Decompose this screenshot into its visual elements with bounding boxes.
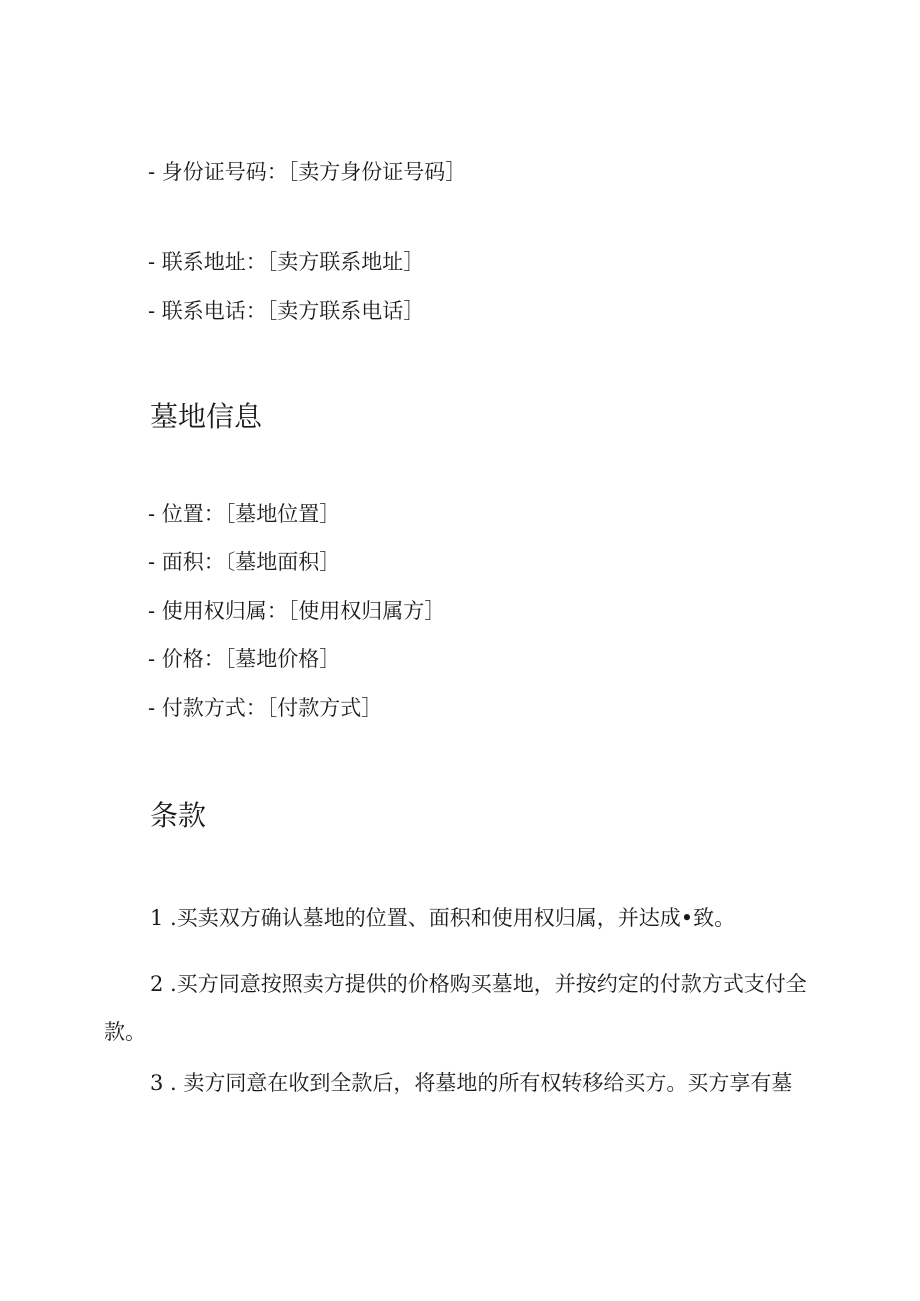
cemetery-ownership-line <box>148 597 445 625</box>
seller-phone-value: ［卖方联系电话］ <box>266 299 425 323</box>
cemetery-location-line <box>148 500 340 528</box>
cemetery-location-label: - 位置： <box>148 502 225 526</box>
cemetery-price-line <box>148 645 340 673</box>
seller-address-label: - 联系地址： <box>148 250 267 274</box>
clause-3: 3 . 卖方同意在收到全款后，将墓地的所有权转移给买方。买方享有墓 <box>150 1071 793 1095</box>
seller-id-number-label: - 身份证号码： <box>148 160 288 184</box>
cemetery-area-line <box>148 548 340 576</box>
cemetery-area-label: - 面积： <box>148 550 225 574</box>
seller-id-number-line <box>148 158 466 186</box>
cemetery-payment-label: - 付款方式： <box>148 696 267 720</box>
seller-phone-label: - 联系电话： <box>148 299 267 323</box>
cemetery-ownership-value: ［使用权归属方］ <box>287 599 446 623</box>
cemetery-payment-line <box>148 694 382 722</box>
cemetery-payment-value: ［付款方式］ <box>266 696 383 720</box>
seller-address-line <box>148 248 424 276</box>
clause-2: 2 .买方同意按照卖方提供的价格购买墓地，并按约定的付款方式支付全款。 <box>104 972 807 1044</box>
cemetery-area-value: 〔墓地面积］ <box>224 550 341 574</box>
seller-phone-line <box>148 297 424 325</box>
clause-1: 1 .买卖双方确认墓地的位置、面积和使用权归属，并达成•致。 <box>150 906 736 930</box>
cemetery-location-value: ［墓地位置］ <box>224 502 341 526</box>
seller-id-number-value: ［卖方身份证号码］ <box>287 160 467 184</box>
seller-address-value: ［卖方联系地址］ <box>266 250 425 274</box>
cemetery-price-value: ［墓地价格］ <box>224 647 341 671</box>
cemetery-info-heading: 墓地信息 <box>150 400 263 433</box>
cemetery-price-label: - 价格： <box>148 647 225 671</box>
cemetery-ownership-label: - 使用权归属： <box>148 599 288 623</box>
terms-heading: 条款 <box>150 799 207 832</box>
